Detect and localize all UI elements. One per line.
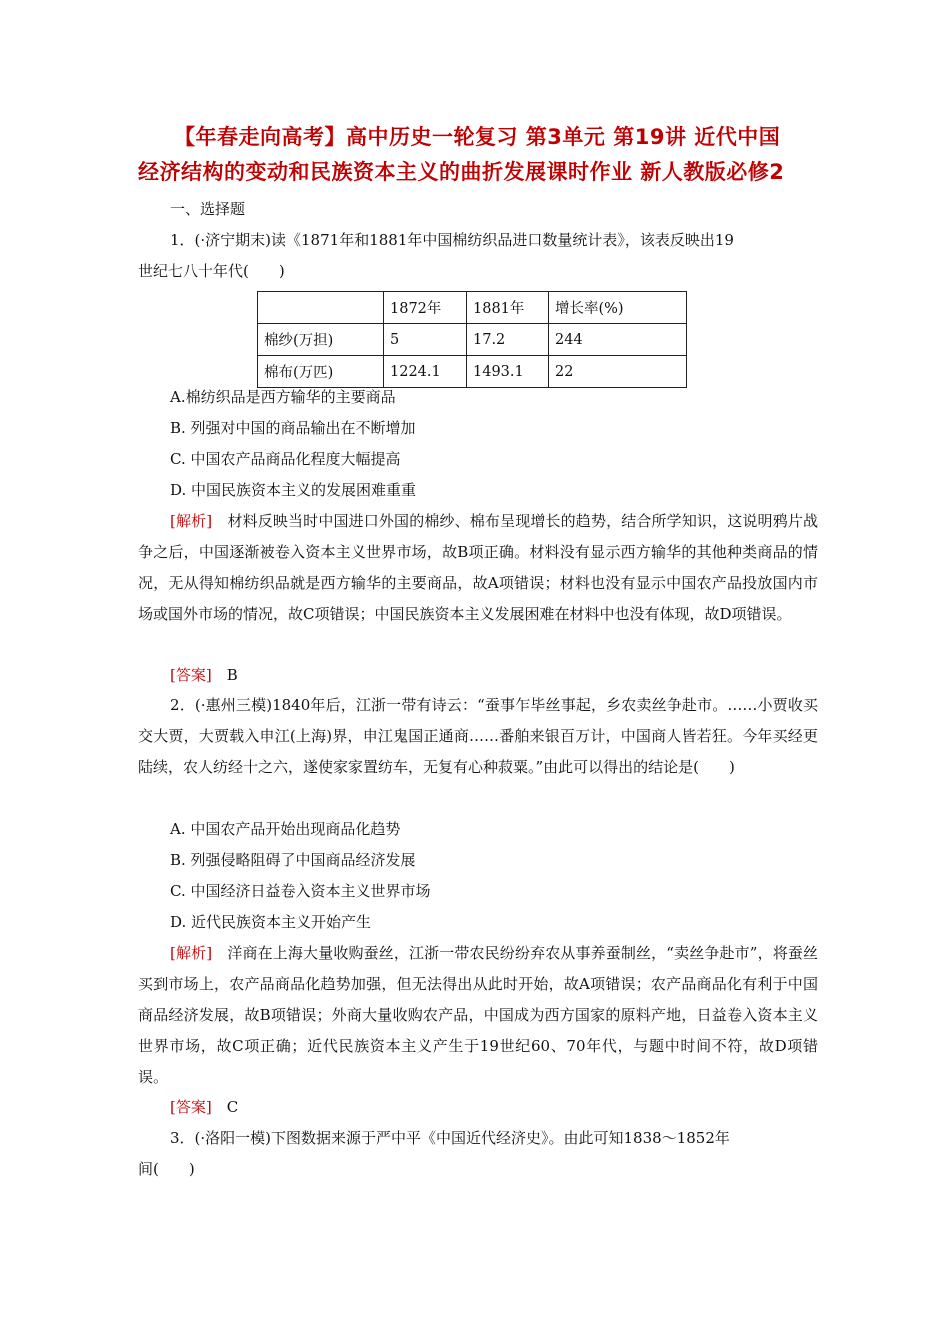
document-title (138, 120, 828, 190)
table-header-cell: 1881年 (467, 292, 549, 324)
q1-stem-line1: 1．(·济宁期末)读《1871年和1881年中国棉纺织品进口数量统计表》，该表反映出19 (170, 231, 734, 249)
table-cell: 棉纱(万担) (258, 324, 384, 356)
q2-option-a: A. 中国农产品开始出现商品化趋势 (170, 820, 401, 838)
table-cell: 22 (549, 356, 687, 388)
table-header-cell: 增长率(%) (549, 292, 687, 324)
answer-text: C (211, 1098, 239, 1116)
answer-tag: [答案] (170, 1098, 212, 1116)
analysis-text: 洋商在上海大量收购蚕丝，江浙一带农民纷纷弃农从事养蚕制丝，“卖丝争赴市”，将蚕丝买到市场上，农产品商品化趋势加强，但无法得出从此时开始，故A项错误；农产品商品化有利于中国商品经济发展，故B项错误；外商大量收购农产品，中国成为西方国家的原料产地，日益卷入资本主义世界市场，故C项正确；近代民族资本主义产生于19世纪60、70年代，与题中时间不符，故D项错误。 (138, 944, 818, 1086)
q3-stem-line1: 3．(·洛阳一模)下图数据来源于严中平《中国近代经济史》。由此可知1838～1852年 (170, 1129, 730, 1147)
analysis-tag: [解析] (170, 512, 213, 530)
table-row (258, 324, 687, 356)
table-row (258, 356, 687, 388)
table-cell: 244 (549, 324, 687, 356)
q1-answer (170, 665, 238, 685)
table-cell: 棉布(万匹) (258, 356, 384, 388)
table-cell: 17.2 (467, 324, 549, 356)
section-heading: 一、选择题 (170, 200, 246, 218)
q2-analysis (138, 938, 818, 1093)
table-header-cell (258, 292, 384, 324)
q1-stem-line2: 世纪七八十年代( ) (138, 262, 285, 280)
table-header-row (258, 292, 687, 324)
q1-option-d: D. 中国民族资本主义的发展困难重重 (170, 481, 417, 499)
answer-tag: [答案] (170, 666, 212, 684)
q2-answer (170, 1097, 238, 1117)
q1-analysis (138, 506, 818, 630)
title-line-2: 经济结构的变动和民族资本主义的曲折发展课时作业 新人教版必修2 (138, 160, 785, 184)
answer-text: B (211, 666, 238, 684)
table-cell: 1224.1 (384, 356, 467, 388)
q2-option-c: C. 中国经济日益卷入资本主义世界市场 (170, 882, 431, 900)
table-header-cell: 1872年 (384, 292, 467, 324)
q1-option-a: A.棉纺织品是西方输华的主要商品 (170, 388, 396, 406)
q1-data-table (257, 291, 687, 388)
q2-stem: 2．(·惠州三模)1840年后，江浙一带有诗云：“蚕事乍毕丝事起，乡农卖丝争赴市。……小贾收买交大贾，大贾载入申江(上海)界，申江鬼国正通商……番舶来银百万计，中国商人皆若狂。今年买经更陆续，农人纺经十之六，遂使家家置纺车，无复有心种菽粟。”由此可以得出的结论是( ) (138, 696, 818, 776)
analysis-text: 材料反映当时中国进口外国的棉纱、棉布呈现增长的趋势，结合所学知识，这说明鸦片战争之后，中国逐渐被卷入资本主义世界市场，故B项正确。材料没有显示西方输华的其他种类商品的情况，无从得知棉纺织品就是西方输华的主要商品，故A项错误；材料也没有显示中国农产品投放国内市场或国外市场的情况，故C项错误；中国民族资本主义发展困难在材料中也没有体现，故D项错误。 (138, 512, 818, 623)
table-cell: 5 (384, 324, 467, 356)
q2-option-b: B. 列强侵略阻碍了中国商品经济发展 (170, 851, 416, 869)
title-line-1: 【年春走向高考】高中历史一轮复习 第3单元 第19讲 近代中国 (174, 125, 781, 149)
analysis-tag: [解析] (170, 944, 213, 962)
q1-option-c: C. 中国农产品商品化程度大幅提高 (170, 450, 401, 468)
q1-option-b: B. 列强对中国的商品输出在不断增加 (170, 419, 416, 437)
q3-stem-line2: 间( ) (138, 1160, 195, 1178)
q2-option-d: D. 近代民族资本主义开始产生 (170, 913, 372, 931)
table-cell: 1493.1 (467, 356, 549, 388)
